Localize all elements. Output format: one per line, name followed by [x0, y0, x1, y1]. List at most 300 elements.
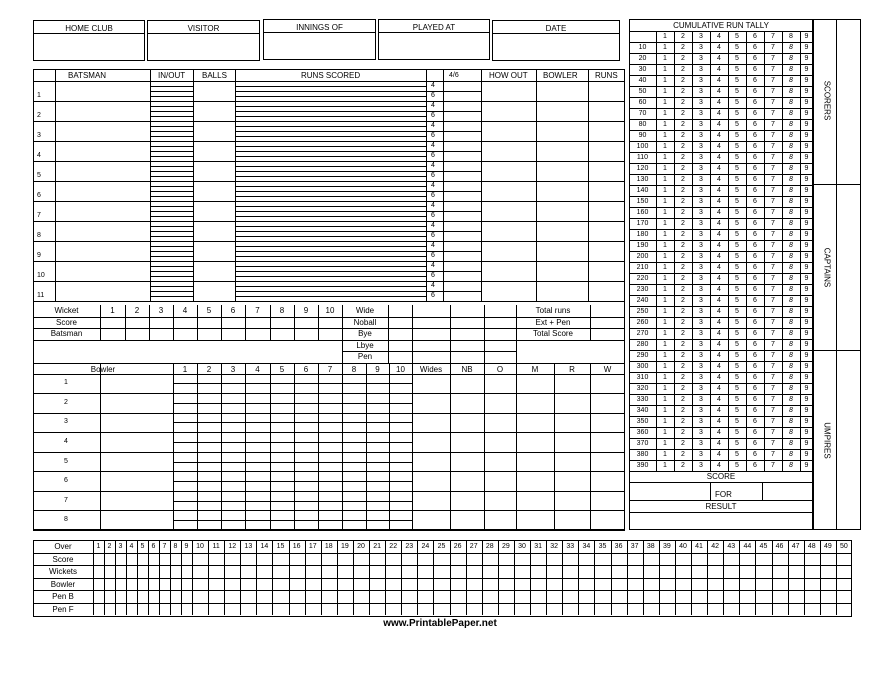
tally-cell[interactable]: 8 [789, 451, 793, 458]
tally-cell[interactable]: 8 [789, 418, 793, 425]
tally-cell[interactable]: 7 [771, 165, 775, 172]
tally-cell[interactable]: 2 [681, 220, 685, 227]
tally-cell[interactable]: 2 [681, 396, 685, 403]
tally-cell[interactable]: 3 [699, 462, 703, 469]
tally-cell[interactable]: 4 [717, 407, 721, 414]
tally-cell[interactable]: 2 [681, 297, 685, 304]
tally-cell[interactable]: 5 [735, 319, 739, 326]
tally-cell[interactable]: 8 [789, 143, 793, 150]
tally-cell[interactable]: 4 [717, 99, 721, 106]
tally-cell[interactable]: 2 [681, 308, 685, 315]
tally-cell[interactable]: 1 [663, 418, 667, 425]
tally-cell[interactable]: 5 [735, 286, 739, 293]
tally-cell[interactable]: 9 [804, 231, 809, 238]
tally-cell[interactable]: 5 [735, 88, 739, 95]
tally-cell[interactable]: 6 [753, 110, 757, 117]
tally-cell[interactable]: 2 [681, 110, 685, 117]
tally-cell[interactable]: 8 [789, 154, 793, 161]
tally-cell[interactable]: 6 [753, 88, 757, 95]
tally-cell[interactable]: 3 [699, 341, 703, 348]
tally-cell[interactable]: 9 [804, 396, 809, 403]
tally-cell[interactable]: 7 [771, 88, 775, 95]
tally-cell[interactable]: 2 [681, 231, 685, 238]
tally-cell[interactable]: 3 [699, 297, 703, 304]
tally-cell[interactable]: 2 [681, 319, 685, 326]
tally-cell[interactable]: 6 [753, 165, 757, 172]
tally-cell[interactable]: 6 [753, 264, 757, 271]
tally-cell[interactable]: 2 [681, 209, 685, 216]
tally-cell[interactable]: 2 [681, 286, 685, 293]
tally-cell[interactable]: 6 [753, 308, 757, 315]
tally-cell[interactable]: 9 [804, 363, 809, 370]
tally-cell[interactable]: 2 [681, 462, 685, 469]
tally-cell[interactable]: 6 [753, 55, 757, 62]
tally-cell[interactable]: 7 [771, 286, 775, 293]
tally-cell[interactable]: 4 [717, 110, 721, 117]
tally-cell[interactable]: 4 [717, 308, 721, 315]
tally-cell[interactable]: 6 [753, 66, 757, 73]
tally-cell[interactable]: 4 [717, 396, 721, 403]
tally-cell[interactable]: 5 [735, 77, 739, 84]
tally-cell[interactable]: 3 [699, 187, 703, 194]
tally-cell[interactable]: 8 [789, 440, 793, 447]
tally-cell[interactable]: 8 [789, 385, 793, 392]
tally-cell[interactable]: 6 [753, 154, 757, 161]
tally-cell[interactable]: 3 [699, 363, 703, 370]
tally-cell[interactable]: 8 [789, 88, 793, 95]
tally-cell[interactable]: 1 [663, 176, 667, 183]
tally-cell[interactable]: 1 [663, 407, 667, 414]
tally-cell[interactable]: 3 [699, 55, 703, 62]
tally-cell[interactable]: 7 [771, 330, 775, 337]
tally-cell[interactable]: 9 [804, 209, 809, 216]
tally-cell[interactable]: 9 [804, 418, 809, 425]
tally-cell[interactable]: 2 [681, 165, 685, 172]
tally-cell[interactable]: 4 [717, 341, 721, 348]
tally-cell[interactable]: 5 [735, 253, 739, 260]
tally-cell[interactable]: 6 [753, 242, 757, 249]
tally-cell[interactable]: 8 [789, 429, 793, 436]
tally-cell[interactable]: 6 [753, 220, 757, 227]
tally-cell[interactable]: 3 [699, 286, 703, 293]
tally-cell[interactable]: 8 [789, 352, 793, 359]
tally-cell[interactable]: 9 [804, 154, 809, 161]
tally-cell[interactable]: 1 [663, 66, 667, 73]
tally-cell[interactable]: 5 [735, 176, 739, 183]
tally-cell[interactable]: 3 [699, 308, 703, 315]
tally-cell[interactable]: 3 [699, 275, 703, 282]
tally-cell[interactable]: 8 [789, 363, 793, 370]
tally-cell[interactable]: 7 [771, 352, 775, 359]
tally-cell[interactable]: 1 [663, 44, 667, 51]
tally-cell[interactable]: 6 [753, 319, 757, 326]
tally-cell[interactable]: 6 [753, 231, 757, 238]
tally-cell[interactable]: 6 [753, 198, 757, 205]
tally-cell[interactable]: 2 [681, 88, 685, 95]
tally-cell[interactable]: 3 [699, 44, 703, 51]
tally-cell[interactable]: 4 [717, 451, 721, 458]
tally-cell[interactable]: 4 [717, 55, 721, 62]
tally-cell[interactable]: 8 [789, 264, 793, 271]
tally-cell[interactable]: 9 [804, 165, 809, 172]
tally-cell[interactable]: 6 [753, 286, 757, 293]
tally-cell[interactable]: 3 [699, 99, 703, 106]
tally-cell[interactable]: 3 [699, 451, 703, 458]
tally-cell[interactable]: 9 [804, 462, 809, 469]
tally-cell[interactable]: 4 [717, 352, 721, 359]
tally-cell[interactable]: 9 [804, 132, 809, 139]
tally-cell[interactable]: 9 [804, 143, 809, 150]
tally-cell[interactable]: 8 [789, 220, 793, 227]
tally-cell[interactable]: 7 [771, 121, 775, 128]
tally-cell[interactable]: 9 [804, 352, 809, 359]
tally-cell[interactable]: 8 [789, 77, 793, 84]
tally-cell[interactable]: 2 [681, 440, 685, 447]
tally-cell[interactable]: 3 [699, 165, 703, 172]
tally-cell[interactable]: 6 [753, 44, 757, 51]
tally-cell[interactable]: 4 [717, 462, 721, 469]
tally-cell[interactable]: 8 [789, 132, 793, 139]
tally-cell[interactable]: 9 [804, 44, 809, 51]
tally-cell[interactable]: 2 [681, 44, 685, 51]
tally-cell[interactable]: 3 [699, 143, 703, 150]
tally-cell[interactable]: 4 [717, 88, 721, 95]
tally-cell[interactable]: 4 [717, 253, 721, 260]
tally-cell[interactable]: 6 [753, 77, 757, 84]
tally-cell[interactable]: 9 [804, 88, 809, 95]
tally-cell[interactable]: 2 [681, 66, 685, 73]
tally-cell[interactable]: 1 [663, 110, 667, 117]
tally-cell[interactable]: 5 [735, 66, 739, 73]
tally-cell[interactable]: 6 [753, 121, 757, 128]
tally-cell[interactable]: 5 [735, 418, 739, 425]
tally-cell[interactable]: 5 [735, 242, 739, 249]
tally-cell[interactable]: 3 [699, 132, 703, 139]
tally-cell[interactable]: 7 [771, 77, 775, 84]
tally-cell[interactable]: 1 [663, 374, 667, 381]
tally-cell[interactable]: 2 [681, 132, 685, 139]
tally-cell[interactable]: 2 [681, 198, 685, 205]
tally-cell[interactable]: 8 [789, 176, 793, 183]
tally-cell[interactable]: 7 [771, 143, 775, 150]
tally-cell[interactable]: 4 [717, 429, 721, 436]
tally-cell[interactable]: 5 [735, 99, 739, 106]
tally-cell[interactable]: 6 [753, 275, 757, 282]
tally-cell[interactable]: 3 [699, 330, 703, 337]
tally-cell[interactable]: 7 [771, 253, 775, 260]
tally-cell[interactable]: 1 [663, 385, 667, 392]
tally-cell[interactable]: 3 [699, 209, 703, 216]
tally-cell[interactable]: 7 [771, 429, 775, 436]
tally-cell[interactable]: 7 [771, 363, 775, 370]
tally-cell[interactable]: 2 [681, 99, 685, 106]
tally-cell[interactable]: 4 [717, 242, 721, 249]
tally-cell[interactable]: 2 [681, 176, 685, 183]
tally-cell[interactable]: 5 [735, 374, 739, 381]
tally-cell[interactable]: 9 [804, 187, 809, 194]
tally-cell[interactable]: 6 [753, 132, 757, 139]
tally-cell[interactable]: 7 [771, 319, 775, 326]
tally-cell[interactable]: 1 [663, 396, 667, 403]
tally-cell[interactable]: 4 [717, 132, 721, 139]
tally-cell[interactable]: 5 [735, 121, 739, 128]
tally-cell[interactable]: 5 [735, 220, 739, 227]
tally-cell[interactable]: 1 [663, 165, 667, 172]
tally-cell[interactable]: 2 [681, 429, 685, 436]
tally-cell[interactable]: 7 [771, 462, 775, 469]
tally-cell[interactable]: 8 [789, 330, 793, 337]
tally-cell[interactable]: 2 [681, 374, 685, 381]
tally-cell[interactable]: 5 [735, 264, 739, 271]
tally-cell[interactable]: 2 [681, 418, 685, 425]
tally-cell[interactable]: 4 [717, 220, 721, 227]
tally-cell[interactable]: 1 [663, 132, 667, 139]
tally-cell[interactable]: 1 [663, 187, 667, 194]
tally-cell[interactable]: 2 [681, 242, 685, 249]
tally-cell[interactable]: 9 [804, 264, 809, 271]
tally-cell[interactable]: 8 [789, 286, 793, 293]
tally-cell[interactable]: 6 [753, 297, 757, 304]
tally-cell[interactable]: 4 [717, 374, 721, 381]
tally-cell[interactable]: 7 [771, 198, 775, 205]
tally-cell[interactable]: 6 [753, 99, 757, 106]
tally-cell[interactable]: 3 [699, 440, 703, 447]
tally-cell[interactable]: 4 [717, 187, 721, 194]
tally-cell[interactable]: 6 [753, 187, 757, 194]
tally-cell[interactable]: 4 [717, 44, 721, 51]
tally-cell[interactable]: 2 [681, 143, 685, 150]
tally-cell[interactable]: 5 [735, 330, 739, 337]
tally-cell[interactable]: 2 [681, 451, 685, 458]
tally-cell[interactable]: 5 [735, 297, 739, 304]
tally-cell[interactable]: 6 [753, 176, 757, 183]
tally-cell[interactable]: 1 [663, 55, 667, 62]
tally-cell[interactable]: 6 [753, 352, 757, 359]
tally-cell[interactable]: 9 [804, 110, 809, 117]
tally-cell[interactable]: 8 [789, 319, 793, 326]
tally-cell[interactable]: 9 [804, 451, 809, 458]
tally-cell[interactable]: 4 [717, 418, 721, 425]
tally-cell[interactable]: 2 [681, 385, 685, 392]
tally-cell[interactable]: 8 [789, 209, 793, 216]
tally-cell[interactable]: 6 [753, 374, 757, 381]
tally-cell[interactable]: 9 [804, 286, 809, 293]
tally-cell[interactable]: 3 [699, 66, 703, 73]
tally-cell[interactable]: 8 [789, 55, 793, 62]
tally-cell[interactable]: 1 [663, 352, 667, 359]
tally-cell[interactable]: 5 [735, 308, 739, 315]
tally-cell[interactable]: 9 [804, 330, 809, 337]
tally-cell[interactable]: 9 [804, 242, 809, 249]
tally-cell[interactable]: 2 [681, 407, 685, 414]
tally-cell[interactable]: 4 [717, 264, 721, 271]
tally-cell[interactable]: 3 [699, 352, 703, 359]
tally-cell[interactable]: 6 [753, 330, 757, 337]
tally-cell[interactable]: 1 [663, 319, 667, 326]
tally-cell[interactable]: 7 [771, 396, 775, 403]
date-box[interactable] [492, 20, 620, 61]
tally-cell[interactable]: 9 [804, 374, 809, 381]
tally-cell[interactable]: 1 [663, 121, 667, 128]
tally-cell[interactable]: 4 [717, 209, 721, 216]
tally-cell[interactable]: 5 [735, 44, 739, 51]
tally-cell[interactable]: 9 [804, 66, 809, 73]
tally-cell[interactable]: 3 [699, 385, 703, 392]
tally-cell[interactable]: 1 [663, 341, 667, 348]
tally-cell[interactable]: 5 [735, 352, 739, 359]
tally-cell[interactable]: 3 [699, 253, 703, 260]
tally-cell[interactable]: 1 [663, 209, 667, 216]
tally-cell[interactable]: 3 [699, 154, 703, 161]
tally-cell[interactable]: 5 [735, 198, 739, 205]
tally-cell[interactable]: 9 [804, 99, 809, 106]
tally-cell[interactable]: 5 [735, 110, 739, 117]
tally-cell[interactable]: 2 [681, 154, 685, 161]
tally-cell[interactable]: 9 [804, 308, 809, 315]
tally-cell[interactable]: 2 [681, 253, 685, 260]
tally-cell[interactable]: 9 [804, 385, 809, 392]
tally-cell[interactable]: 4 [717, 154, 721, 161]
tally-cell[interactable]: 2 [681, 187, 685, 194]
tally-cell[interactable]: 7 [771, 275, 775, 282]
tally-cell[interactable]: 5 [735, 275, 739, 282]
tally-cell[interactable]: 3 [699, 319, 703, 326]
tally-cell[interactable]: 1 [663, 253, 667, 260]
tally-cell[interactable]: 2 [681, 264, 685, 271]
tally-cell[interactable]: 5 [735, 363, 739, 370]
tally-cell[interactable]: 5 [735, 396, 739, 403]
tally-cell[interactable]: 5 [735, 132, 739, 139]
tally-cell[interactable]: 8 [789, 66, 793, 73]
tally-cell[interactable]: 8 [789, 198, 793, 205]
tally-cell[interactable]: 5 [735, 462, 739, 469]
tally-cell[interactable]: 7 [771, 407, 775, 414]
tally-cell[interactable]: 6 [753, 451, 757, 458]
tally-cell[interactable]: 1 [663, 440, 667, 447]
tally-cell[interactable]: 2 [681, 352, 685, 359]
tally-cell[interactable]: 5 [735, 231, 739, 238]
tally-cell[interactable]: 7 [771, 451, 775, 458]
tally-cell[interactable]: 2 [681, 275, 685, 282]
tally-cell[interactable]: 5 [735, 55, 739, 62]
tally-cell[interactable]: 4 [717, 319, 721, 326]
tally-cell[interactable]: 3 [699, 231, 703, 238]
tally-cell[interactable]: 7 [771, 297, 775, 304]
tally-cell[interactable]: 8 [789, 44, 793, 51]
tally-cell[interactable]: 4 [717, 297, 721, 304]
tally-cell[interactable]: 5 [735, 429, 739, 436]
tally-cell[interactable]: 9 [804, 253, 809, 260]
tally-cell[interactable]: 8 [789, 407, 793, 414]
tally-cell[interactable]: 2 [681, 363, 685, 370]
tally-cell[interactable]: 5 [735, 154, 739, 161]
tally-cell[interactable]: 5 [735, 143, 739, 150]
tally-cell[interactable]: 3 [699, 264, 703, 271]
tally-cell[interactable]: 9 [804, 429, 809, 436]
tally-cell[interactable]: 3 [699, 242, 703, 249]
tally-cell[interactable]: 4 [717, 143, 721, 150]
tally-cell[interactable]: 6 [753, 385, 757, 392]
tally-cell[interactable]: 7 [771, 209, 775, 216]
tally-cell[interactable]: 6 [753, 209, 757, 216]
tally-cell[interactable]: 4 [717, 275, 721, 282]
tally-cell[interactable]: 4 [717, 231, 721, 238]
tally-cell[interactable]: 9 [804, 220, 809, 227]
tally-cell[interactable]: 3 [699, 121, 703, 128]
tally-cell[interactable]: 7 [771, 99, 775, 106]
tally-cell[interactable]: 1 [663, 462, 667, 469]
tally-cell[interactable]: 6 [753, 440, 757, 447]
tally-cell[interactable]: 8 [789, 253, 793, 260]
tally-cell[interactable]: 8 [789, 121, 793, 128]
tally-cell[interactable]: 8 [789, 187, 793, 194]
tally-cell[interactable]: 5 [735, 341, 739, 348]
tally-cell[interactable]: 3 [699, 418, 703, 425]
tally-cell[interactable]: 5 [735, 209, 739, 216]
tally-cell[interactable]: 7 [771, 440, 775, 447]
tally-cell[interactable]: 1 [663, 330, 667, 337]
played-at-box[interactable] [378, 19, 490, 60]
tally-cell[interactable]: 1 [663, 275, 667, 282]
tally-cell[interactable]: 8 [789, 308, 793, 315]
tally-cell[interactable]: 9 [804, 275, 809, 282]
tally-cell[interactable]: 4 [717, 77, 721, 84]
tally-cell[interactable]: 7 [771, 176, 775, 183]
tally-cell[interactable]: 9 [804, 176, 809, 183]
tally-cell[interactable]: 4 [717, 66, 721, 73]
tally-cell[interactable]: 1 [663, 451, 667, 458]
tally-cell[interactable]: 7 [771, 132, 775, 139]
tally-cell[interactable]: 7 [771, 187, 775, 194]
tally-cell[interactable]: 5 [735, 440, 739, 447]
tally-cell[interactable]: 9 [804, 198, 809, 205]
tally-cell[interactable]: 3 [699, 429, 703, 436]
tally-cell[interactable]: 6 [753, 407, 757, 414]
tally-cell[interactable]: 2 [681, 77, 685, 84]
tally-cell[interactable]: 4 [717, 385, 721, 392]
tally-cell[interactable]: 8 [789, 242, 793, 249]
tally-cell[interactable]: 1 [663, 363, 667, 370]
tally-cell[interactable]: 1 [663, 231, 667, 238]
tally-cell[interactable]: 7 [771, 385, 775, 392]
tally-cell[interactable]: 9 [804, 341, 809, 348]
tally-cell[interactable]: 7 [771, 374, 775, 381]
tally-cell[interactable]: 7 [771, 242, 775, 249]
tally-cell[interactable]: 3 [699, 77, 703, 84]
tally-cell[interactable]: 4 [717, 176, 721, 183]
tally-cell[interactable]: 5 [735, 165, 739, 172]
tally-cell[interactable]: 4 [717, 330, 721, 337]
tally-cell[interactable]: 4 [717, 165, 721, 172]
tally-cell[interactable]: 2 [681, 55, 685, 62]
tally-cell[interactable]: 7 [771, 110, 775, 117]
tally-cell[interactable]: 9 [804, 55, 809, 62]
tally-cell[interactable]: 4 [717, 121, 721, 128]
tally-cell[interactable]: 3 [699, 220, 703, 227]
innings-of-box[interactable] [263, 19, 376, 60]
tally-cell[interactable]: 6 [753, 363, 757, 370]
tally-cell[interactable]: 7 [771, 231, 775, 238]
tally-cell[interactable]: 7 [771, 55, 775, 62]
tally-cell[interactable]: 9 [804, 319, 809, 326]
tally-cell[interactable]: 9 [804, 77, 809, 84]
tally-cell[interactable]: 5 [735, 407, 739, 414]
tally-cell[interactable]: 1 [663, 77, 667, 84]
tally-cell[interactable]: 1 [663, 154, 667, 161]
tally-cell[interactable]: 6 [753, 462, 757, 469]
tally-cell[interactable]: 6 [753, 341, 757, 348]
tally-cell[interactable]: 2 [681, 330, 685, 337]
